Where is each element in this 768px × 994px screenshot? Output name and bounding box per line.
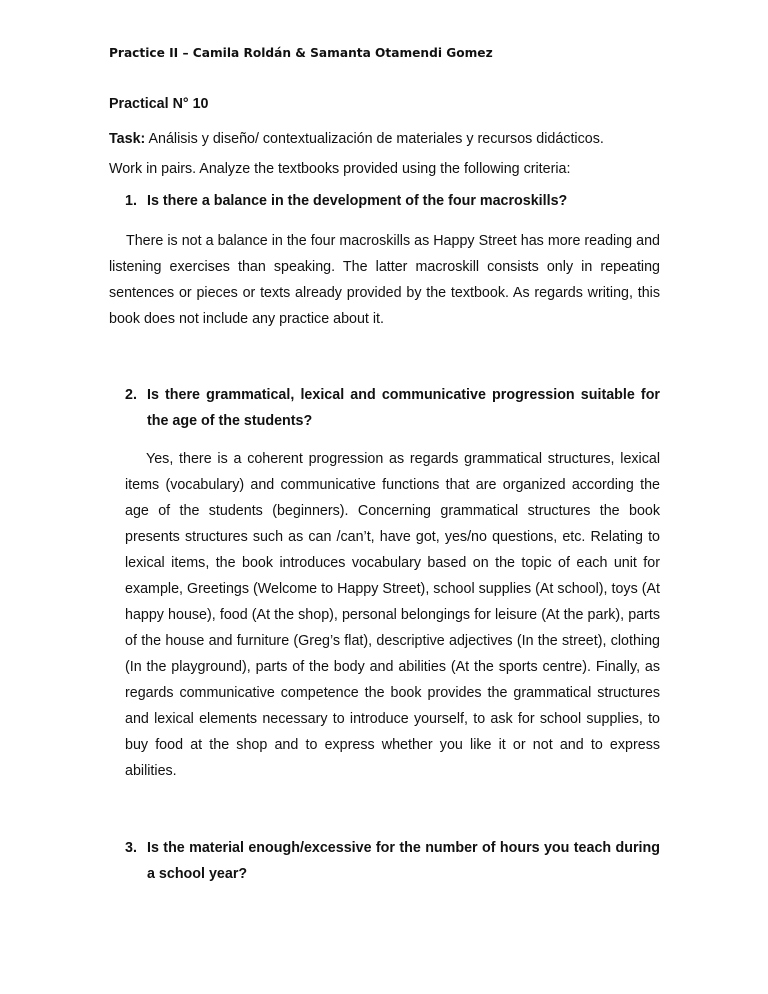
answer-1: There is not a balance in the four macroskills as Happy Street has more reading and listening exercises than speaking. The latter macroskill consists only in repeating sentences or pieces or texts already provided by the textbook. As regards writing, this book does not include any practice about it. — [109, 233, 660, 327]
practical-title: Practical N° 10 — [109, 96, 209, 112]
task-line — [109, 131, 604, 147]
task-label: Task: — [109, 131, 146, 147]
question-3 — [125, 835, 660, 887]
question-3-number: 3. — [125, 840, 137, 856]
answer-2: Yes, there is a coherent progression as regards grammatical structures, lexical items (vocabulary) and communicative functions that are organized according the age of the students (beginners). Concerning grammatical structures the book presents structures such as can /can’t, have got, yes/no questions, etc. Relating to lexical items, the book introduces vocabulary based on the topic of each unit for example, Greetings (Welcome to Happy Street), school supplies (At school), toys (At happy house), food (At the shop), personal belongings for leisure (At the park), parts of the house and furniture (Greg’s flat), descriptive adjectives (In the street), clothing (In the playground), parts of the body and abilities (At the sports centre). Finally, as regards communicative competence the book provides the grammatical structures and lexical elements necessary to introduce yourself, to ask for school supplies, to buy food at the shop and to express whether you like it or not and to express abilities. — [125, 451, 660, 779]
question-2-number: 2. — [125, 387, 137, 403]
instructions: Work in pairs. Analyze the textbooks provided using the following criteria: — [109, 161, 571, 177]
question-1 — [125, 188, 660, 214]
question-2 — [125, 382, 660, 434]
question-1-number: 1. — [125, 193, 137, 209]
page-header: Practice II – Camila Roldán & Samanta Otamendi Gomez — [109, 46, 493, 60]
task-text: Análisis y diseño/ contextualización de materiales y recursos didácticos. — [145, 131, 604, 147]
question-1-text: Is there a balance in the development of the four macroskills? — [147, 193, 568, 209]
question-2-text: Is there grammatical, lexical and communicative progression suitable for the age of the students? — [147, 387, 660, 429]
question-3-text: Is the material enough/excessive for the number of hours you teach during a school year? — [147, 840, 660, 882]
